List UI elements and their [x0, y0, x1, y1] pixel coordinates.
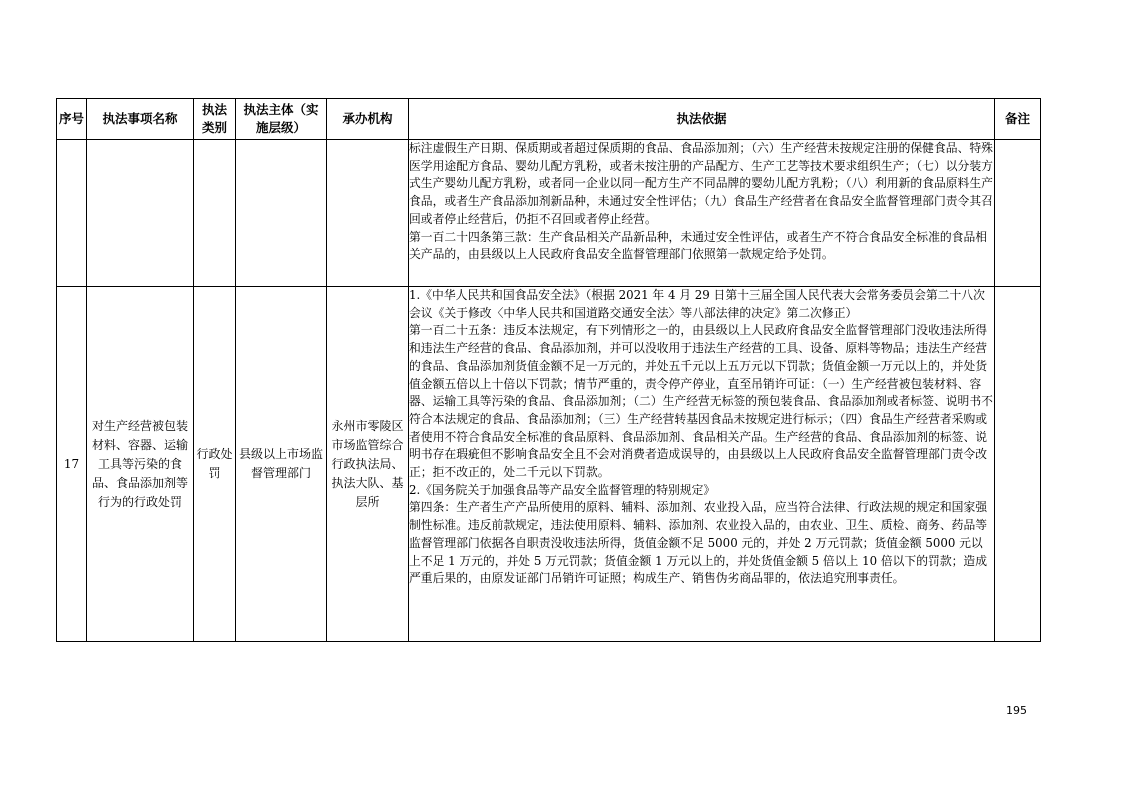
- basis-paragraph: 第四条：生产者生产产品所使用的原料、辅料、添加剂、农业投入品，应当符合法律、行政法规的规定和国家强制性标准。违反前款规定，违法使用原料、辅料、添加剂、农业投入品的，由农业、卫生、质检、商务、药品等监督管理部门依据各自职责没收违法所得，货值金额不足 5000 元的，并处 2 万元罚款；货值金额 5000 元以上不足 1 万元的，并处 5 万元罚款；货值金额 1 万元以上的，并处货值金额 5 倍以上 10 倍以下的罚款；造成严重后果的，由原发证部门吊销许可证照；构成生产、销售伪劣商品罪的，依法追究刑事责任。: [409, 500, 988, 586]
- cell-agency: 永州市零陵区市场监管综合行政执法局、执法大队、基层所: [327, 287, 409, 642]
- basis-paragraph: 标注虚假生产日期、保质期或者超过保质期的食品、食品添加剂；（六）生产经营未按规定注册的保健食品、特殊医学用途配方食品、婴幼儿配方乳粉，或者未按注册的产品配方、生产工艺等技术要求组织生产；（七）以分装方式生产婴幼儿配方乳粉，或者同一企业以同一配方生产不同品牌的婴幼儿配方乳粉；（八）利用新的食品原料生产食品，或者生产食品添加剂新品种，未通过安全性评估；（九）食品生产经营者在食品安全监督管理部门责令其召回或者停止经营后，仍拒不召回或者停止经营。: [409, 141, 993, 226]
- header-category: 执法类别: [194, 99, 236, 140]
- header-subject: 执法主体（实施层级）: [236, 99, 327, 140]
- cell-no: [57, 140, 87, 287]
- basis-paragraph: 第一百二十四条第三款：生产食品相关产品新品种，未通过安全性评估，或者生产不符合食品安全标准的食品相关产品的，由县级以上人民政府食品安全监督管理部门依照第一款规定给予处罚。: [409, 229, 988, 262]
- cell-basis: [409, 287, 995, 642]
- table-row: [57, 140, 1041, 287]
- cell-category: 行政处罚: [194, 287, 236, 642]
- header-basis: 执法依据: [409, 99, 995, 140]
- cell-note: [995, 140, 1041, 287]
- cell-basis: [409, 140, 995, 287]
- page-number: 195: [1006, 704, 1027, 717]
- cell-category: [194, 140, 236, 287]
- header-no: 序号: [57, 99, 87, 140]
- cell-no: 17: [57, 287, 87, 642]
- cell-note: [995, 287, 1041, 642]
- cell-matter-name: [87, 140, 194, 287]
- cell-agency: [327, 140, 409, 287]
- basis-paragraph: 2.《国务院关于加强食品等产品安全监督管理的特别规定》: [409, 482, 716, 497]
- header-note: 备注: [995, 99, 1041, 140]
- header-agency: 承办机构: [327, 99, 409, 140]
- cell-subject: [236, 140, 327, 287]
- table-row: [57, 287, 1041, 642]
- basis-paragraph: 1.《中华人民共和国食品安全法》（根据 2021 年 4 月 29 日第十三届全国人民代表大会常务委员会第二十八次会议《关于修改〈中华人民共和国道路交通安全法〉等八部法律的决定》第二次修正）: [409, 288, 985, 320]
- basis-paragraph: 第一百二十五条：违反本法规定，有下列情形之一的，由县级以上人民政府食品安全监督管理部门没收违法所得和违法生产经营的食品、食品添加剂，并可以没收用于违法生产经营的工具、设备、原料等物品；违法生产经营的食品、食品添加剂货值金额不足一万元的，并处五千元以上五万元以下罚款；货值金额一万元以上的，并处货值金额五倍以上十倍以下罚款；情节严重的，责令停产停业，直至吊销许可证：（一）生产经营被包装材料、容器、运输工具等污染的食品、食品添加剂；（二）生产经营无标签的预包装食品、食品添加剂或者标签、说明书不符合本法规定的食品、食品添加剂；（三）生产经营转基因食品未按规定进行标示；（四）食品生产经营者采购或者使用不符合食品安全标准的食品原料、食品添加剂、食品相关产品。生产经营的食品、食品添加剂的标签、说明书存在瑕疵但不影响食品安全且不会对消费者造成误导的，由县级以上人民政府食品安全监督管理部门责令改正；拒不改正的，处二千元以下罚款。: [409, 323, 993, 480]
- cell-subject: 县级以上市场监督管理部门: [236, 287, 327, 642]
- header-matter-name: 执法事项名称: [87, 99, 194, 140]
- cell-matter-name: 对生产经营被包装材料、容器、运输工具等污染的食品、食品添加剂等行为的行政处罚: [87, 287, 194, 642]
- enforcement-table: [56, 98, 1041, 642]
- header-row: [57, 99, 1041, 140]
